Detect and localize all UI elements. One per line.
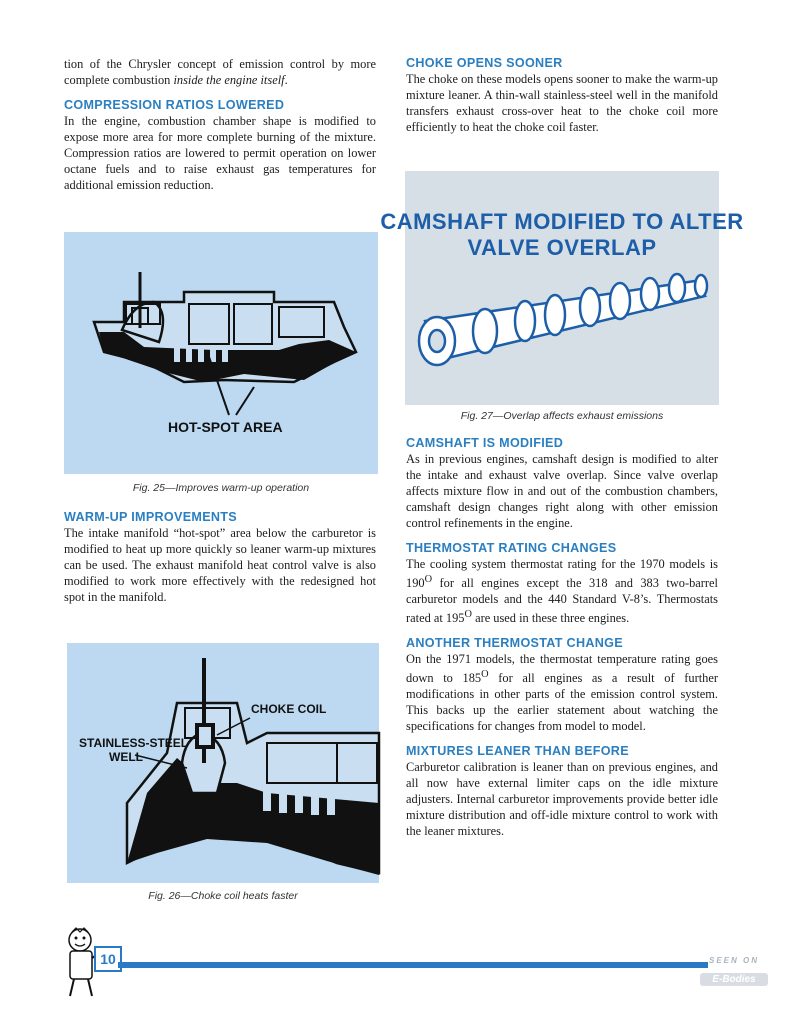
hot-spot-label: HOT-SPOT AREA	[168, 419, 283, 435]
thermostat-text-2: for all engines except the 318 and 383 two-barrel carburetor models and the 440 Standard V-8’s. Thermostats rated at 195	[406, 576, 718, 626]
warmup-section	[64, 510, 376, 605]
mixtures-body: Carburetor calibration is leaner than on previous engines, and all now have external limiter caps on the idle mixture adjusters. Internal carburetor improvements provide better idle mixture distribution and off-idle mixture control to work with the leaner mixtures.	[406, 760, 718, 839]
page-number: 10	[94, 946, 122, 972]
intro-end: .	[284, 73, 288, 87]
footer-rule	[118, 962, 708, 968]
mixtures-section	[406, 744, 718, 839]
right-column-top	[406, 56, 718, 145]
figure-27-caption: Fig. 27—Overlap affects exhaust emissions	[460, 410, 664, 422]
another-thermostat-body	[406, 651, 718, 734]
watermark-logo	[700, 956, 768, 996]
intro-italic: inside the engine itself	[173, 73, 285, 87]
thermostat-text-3: are used in these three engines.	[471, 611, 630, 626]
watermark-top: SEEN ON	[708, 956, 759, 965]
camshaft-diagram	[380, 171, 744, 405]
compression-heading: COMPRESSION RATIOS LOWERED	[64, 98, 285, 112]
thermostat-section	[406, 541, 718, 626]
another-thermostat-heading: ANOTHER THERMOSTAT CHANGE	[406, 636, 623, 651]
thermostat-body	[406, 556, 718, 626]
another-text-2: for all engines as a result of further modifications in other parts of the emission control system. This backs up the earlier statement about watching the specifications for changes from model to model.	[406, 671, 718, 734]
camshaft-body: As in previous engines, camshaft design is modified to alter the intake and exhaust valve overlap. Since valve overlap affects mixture flow in and out of the combustion chambers, camshaft design changes right along with other emission control refinements in the engine.	[406, 452, 718, 530]
figure-27	[380, 171, 744, 405]
thermostat-text-1: The cooling system thermostat rating for the 1970 models is 190	[406, 557, 718, 591]
compression-body: In the engine, combustion chamber shape is modified to expose more area for more complete burning of the mixture. Compression ratios are lowered to permit operation on lower octane fuels and to raise exhaust gas temperatures for additional emission reduction.	[64, 114, 376, 192]
choke-body: The choke on these models opens sooner to make the warm-up mixture leaner. A thin-wall stainless-steel well in the manifold transfers exhaust cross-over heat to the choke coil more efficiently to heat the choke coil faster.	[406, 72, 718, 134]
well-label: WELL	[109, 750, 143, 764]
figure-26	[67, 643, 379, 883]
right-column-bottom	[406, 436, 718, 849]
left-column	[64, 56, 376, 203]
thermostat-heading: THERMOSTAT RATING CHANGES	[406, 541, 617, 555]
warmup-heading: WARM-UP IMPROVEMENTS	[64, 510, 237, 524]
intro-text: tion of the Chrysler concept of emission control by more complete combustion	[64, 57, 376, 87]
intro-paragraph	[64, 56, 376, 88]
hot-spot-diagram	[64, 232, 378, 474]
cam-title-line1: CAMSHAFT MODIFIED TO ALTER	[380, 209, 744, 234]
choke-coil-label: CHOKE COIL	[251, 702, 327, 716]
stainless-steel-label: STAINLESS-STEEL	[79, 736, 189, 750]
choke-heading: CHOKE OPENS SOONER	[406, 56, 563, 70]
camshaft-section	[406, 436, 718, 531]
figure-25-caption: Fig. 25—Improves warm-up operation	[132, 482, 310, 494]
another-text-1: On the 1971 models, the thermostat temperature rating goes down to 185	[406, 652, 718, 686]
camshaft-heading: CAMSHAFT IS MODIFIED	[406, 436, 564, 450]
cam-title-line2: VALVE OVERLAP	[467, 235, 657, 260]
degree-sup-1: O	[424, 574, 433, 585]
degree-sup-2: O	[464, 609, 472, 621]
figure-26-caption: Fig. 26—Choke coil heats faster	[148, 890, 298, 902]
watermark-bottom: E-Bodies	[700, 973, 768, 986]
compression-section	[64, 98, 376, 193]
choke-section	[406, 56, 718, 135]
choke-coil-diagram	[67, 643, 379, 883]
warmup-body: The intake manifold “hot-spot” area below the carburetor is modified to heat up more quickly so leaner warm-up mixtures can be used. The exhaust manifold heat control valve is also modified to work more effectively with the redesigned hot spot in the manifold.	[64, 526, 376, 604]
another-thermostat-section	[406, 636, 718, 734]
mixtures-heading: MIXTURES LEANER THAN BEFORE	[406, 744, 629, 759]
figure-25	[64, 232, 378, 474]
degree-sup-3: O	[481, 669, 489, 681]
